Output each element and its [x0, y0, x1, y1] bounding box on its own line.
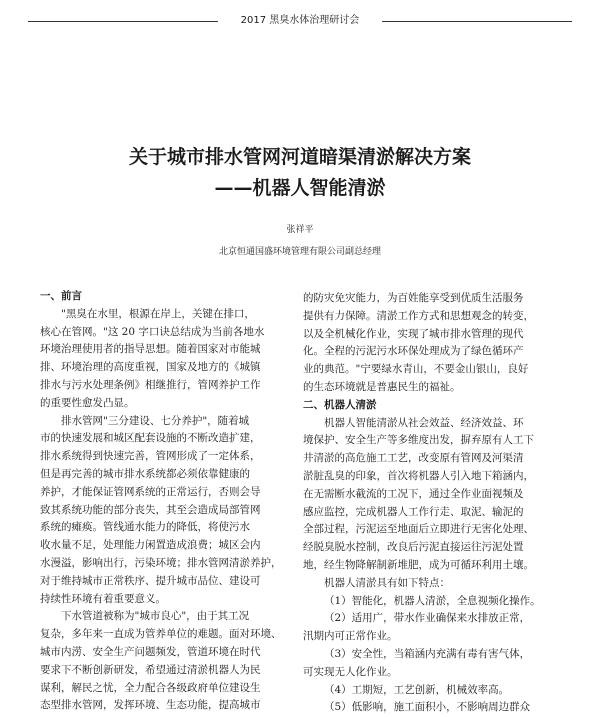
- list-item: （4）工期短，工艺创新，机械效率高。: [324, 683, 510, 696]
- paragraph-line: 城市内涝、安全生产问题频发，管道环境在时代: [40, 645, 261, 658]
- paragraph-line: 全部过程，污泥运至地面后立即进行无害化处理、: [303, 523, 534, 536]
- paragraph-line: 地，经生物降解制新堆肥，成为可循环利用土壤。: [303, 558, 534, 571]
- paragraph-line: 排水系统得到快速完善，管网形成了一定体系，: [40, 450, 261, 463]
- paragraph-line: 环境治理使用者的指导思想。随着国家对市能城: [40, 343, 261, 356]
- paragraph-line: 提供有力保障。清淤工作方式和思想观念的转变，: [303, 309, 534, 322]
- paragraph-line: 的重要性愈发凸显。: [40, 396, 135, 409]
- section-heading-intro: 一、前言: [40, 290, 82, 302]
- paragraph-line: 化。全程的污泥污水环保处理成为了绿色循环产: [303, 345, 524, 358]
- paragraph-line: 持续性环境有着重要意义。: [40, 592, 166, 605]
- section-heading-robot: 二、机器人清淤: [303, 398, 377, 411]
- paragraph-line: 排水与污水处理条例》相继推行，管网养护工作: [40, 378, 261, 391]
- paragraph-line: 业的典范。"宁要绿水青山，不要金山银山，良好: [303, 363, 529, 376]
- list-item-continuation: 可实现无人化作业。: [303, 665, 398, 678]
- paragraph-line: 养护，才能保证管网系统的正常运行，否则会导: [40, 485, 261, 498]
- paragraph-line: 系统的瘫痪。管线通水能力的降低，将使污水: [40, 521, 250, 534]
- header-rule-right: [382, 21, 572, 22]
- header-text: 2017 黑臭水体治理研讨会: [240, 15, 360, 26]
- paragraph-line: 机器人清淤具有如下特点：: [324, 576, 450, 589]
- paragraph-line: "黑臭在水里，根源在岸上，关键在排口，: [61, 307, 255, 320]
- paragraph-line: 态型排水管网，发挥环境、生态功能，提高城市: [40, 699, 261, 712]
- paragraph-line: 的生态环境就是普惠民生的福祉。: [303, 380, 461, 393]
- paragraph-line: 井清淤的高危施工工艺，改变原有管网及河渠清: [303, 452, 524, 465]
- paragraph-line: 收水量不足，处理能力闲置造成浪费；城区会内: [40, 539, 261, 552]
- paragraph-line: 在无需断水截流的工况下，通过全作业面视频及: [303, 487, 524, 500]
- paragraph-line: 致其系统功能的部分丧失，其至会造成局部管网: [40, 503, 261, 516]
- list-item: （1）智能化，机器人清淤，全息视频化操作。: [324, 594, 541, 607]
- running-header: [28, 14, 572, 28]
- paragraph-line: 排水管网"三分建设、七分养护"，随着城: [61, 414, 250, 427]
- author-name: 张祥平: [286, 225, 314, 235]
- paragraph-line: 境保护、安全生产等多维度出发，摒弃原有人工下: [303, 434, 534, 447]
- right-column: [303, 290, 561, 717]
- list-item-continuation: 汛期内可正常作业。: [303, 630, 398, 643]
- paragraph-line: 的防灾免灾能力，为百姓能享受到优质生活服务: [303, 292, 524, 304]
- list-item: （2）适用广，带水作业确保来水排放正常，: [324, 612, 531, 625]
- paragraph-line: 要求下不断创新研发，希望通过清淤机器人为民: [40, 663, 261, 676]
- paragraph-line: 谋利，解民之忧，全力配合各级政府单位建设生: [40, 681, 261, 694]
- paragraph-line: 市的快速发展和城区配套设施的不断改造扩建，: [40, 432, 261, 445]
- paragraph-line: 核心在管网。"这 20 字口诀总结成为当前各地水: [40, 325, 265, 338]
- list-item: （3）安全性，当箱涵内充满有毒有害气体，: [324, 647, 531, 660]
- paragraph-line: 机器人智能清淤从社会效益、经济效益、环: [324, 416, 524, 429]
- paragraph-line: 排、环境治理的高度重视，国家及地方的《城镇: [40, 361, 261, 374]
- paragraph-line: 经脱臭脱水控制，改良后污泥直接运往污泥处置: [303, 541, 524, 554]
- paragraph-line: 复杂，多年来一直成为管养单位的难题。面对环境、: [40, 628, 282, 641]
- paragraph-line: 淤脏乱臭的印象，首次将机器人引入地下箱涵内，: [303, 469, 534, 482]
- article-title: 关于城市排水管网河道暗渠清淤解决方案: [128, 146, 471, 168]
- paragraph-line: 下水管道被称为"城市良心"，由于其工况: [61, 610, 250, 623]
- paragraph-line: 感应监控，完成机器人工作行走、取泥、输泥的: [303, 505, 524, 518]
- article-subtitle: ——机器人智能清淤: [214, 177, 386, 199]
- left-column: [40, 288, 298, 715]
- paragraph-line: 以及全机械化作业，实现了城市排水管理的现代: [303, 327, 524, 340]
- author-affiliation: 北京恒通国盛环境管理有限公司副总经理: [218, 247, 381, 257]
- paragraph-line: 但是再完善的城市排水系统都必须依靠健康的: [40, 467, 250, 480]
- paragraph-line: 对于维持城市正常秩序、提升城市品位、建设可: [40, 574, 261, 587]
- list-item: （5）低影响，施工面积小，不影响周边群众: [324, 701, 531, 714]
- paragraph-line: 水漫溢，影响出行，污染环境；排水管网清淤养护，: [40, 556, 282, 569]
